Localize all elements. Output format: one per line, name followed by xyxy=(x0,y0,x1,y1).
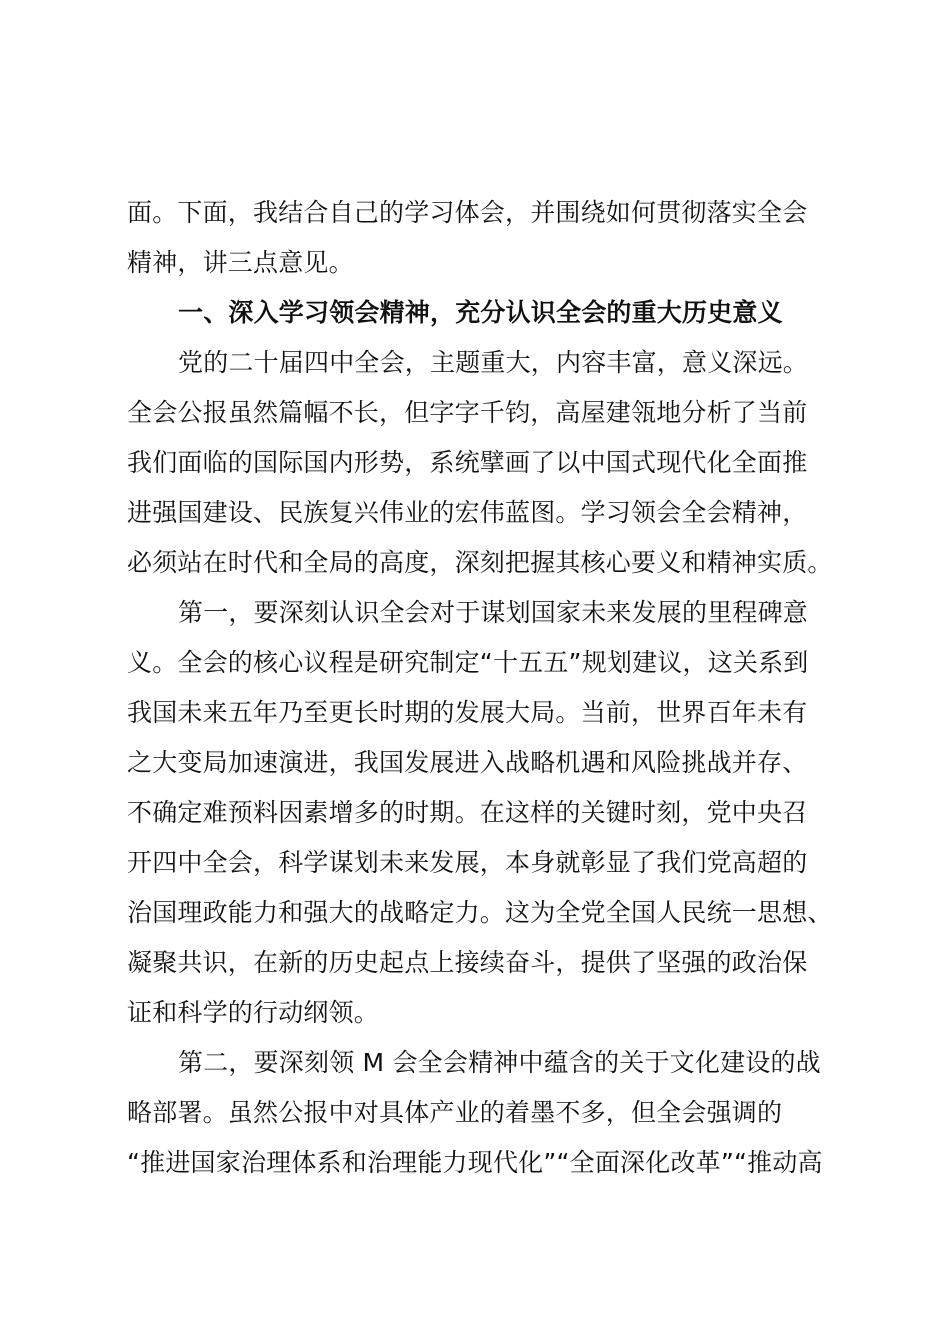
body-text-line: 精神，讲三点意见。 xyxy=(127,248,354,277)
body-text-line: 义。全会的核心议程是研究制定“十五五”规划建议，这关系到 xyxy=(127,648,809,677)
body-text-line: 开四中全会，科学谋划未来发展，本身就彰显了我们党高超的 xyxy=(127,848,808,877)
body-text-line: 凝聚共识，在新的历史起点上接续奋斗，提供了坚强的政治保 xyxy=(127,948,808,977)
body-text-line: 面。下面，我结合自己的学习体会，并围绕如何贯彻落实全会 xyxy=(127,198,808,227)
body-text-line: 之大变局加速演进，我国发展进入战略机遇和风险挑战并存、 xyxy=(127,748,808,777)
body-text-line: 略部署。虽然公报中对具体产业的着墨不多，但全会强调的 xyxy=(127,1098,783,1127)
paragraph-first-line: 党的二十届四中全会，主题重大，内容丰富，意义深远。 xyxy=(178,348,809,377)
body-text-line: 治国理政能力和强大的战略定力。这为全党全国人民统一思想、 xyxy=(127,898,833,927)
body-text-line: 全会公报虽然篇幅不长，但字字千钧，高屋建瓴地分析了当前 xyxy=(127,398,808,427)
body-text-line: 证和科学的行动纲领。 xyxy=(127,998,380,1027)
body-text-line: 不确定难预料因素增多的时期。在这样的关键时刻，党中央召 xyxy=(127,798,808,827)
body-text-line: 必须站在时代和全局的高度，深刻把握其核心要义和精神实质。 xyxy=(127,548,833,577)
body-text-line: 我国未来五年乃至更长时期的发展大局。当前，世界百年未有 xyxy=(127,698,808,727)
paragraph-first-line: 第二，要深刻领 M 会全会精神中蕴含的关于文化建设的战 xyxy=(178,1048,821,1077)
body-text-line: 进强国建设、民族复兴伟业的宏伟蓝图。学习领会全会精神， xyxy=(127,498,808,527)
body-text-line: “推进国家治理体系和治理能力现代化”“全面深化改革”“推动高 xyxy=(127,1148,823,1177)
body-text-line: 我们面临的国际国内形势，系统擘画了以中国式现代化全面推 xyxy=(127,448,808,477)
section-heading: 一、深入学习领会精神，充分认识全会的重大历史意义 xyxy=(178,298,783,327)
paragraph-first-line: 第一，要深刻认识全会对于谋划国家未来发展的里程碑意 xyxy=(178,598,809,627)
